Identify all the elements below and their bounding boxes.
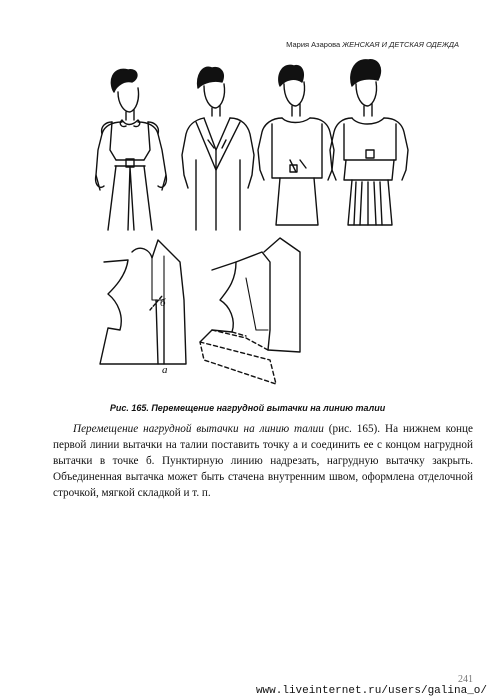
author-name: Мария Азарова [286,40,341,49]
body-paragraph [53,421,473,501]
page-number: 241 [458,674,473,685]
fashion-model-2 [182,67,254,230]
pattern-piece-after [200,238,300,384]
paragraph-lead: Перемещение нагрудной вытачки на линию талии [73,423,324,435]
fashion-model-3 [258,65,334,225]
watermark-url: www.liveinternet.ru/users/galina_o/ [255,685,487,697]
fashion-model-4 [330,60,408,225]
figure-caption: Рис. 165. Перемещение нагрудной вытачки на линию талии [109,403,386,413]
pattern-piece-before [100,240,186,364]
book-title: ЖЕНСКАЯ И ДЕТСКАЯ ОДЕЖДА [342,40,459,49]
point-label-a: а [162,364,168,376]
fashion-model-1 [96,69,167,230]
point-label-b: б [160,297,166,309]
paragraph-body: (рис. 165). На нижнем конце первой линии вытачки на талии поставить точку а и соединить ее с концом нагрудной вытачки в точке б. Пунктирную линию надрезать, нагрудную вытачку закрыть. Объединенная вытачка может быть стачена внутренним швом, оформлена отделочной строчкой, мягкой складкой и т. п. [53,423,473,500]
